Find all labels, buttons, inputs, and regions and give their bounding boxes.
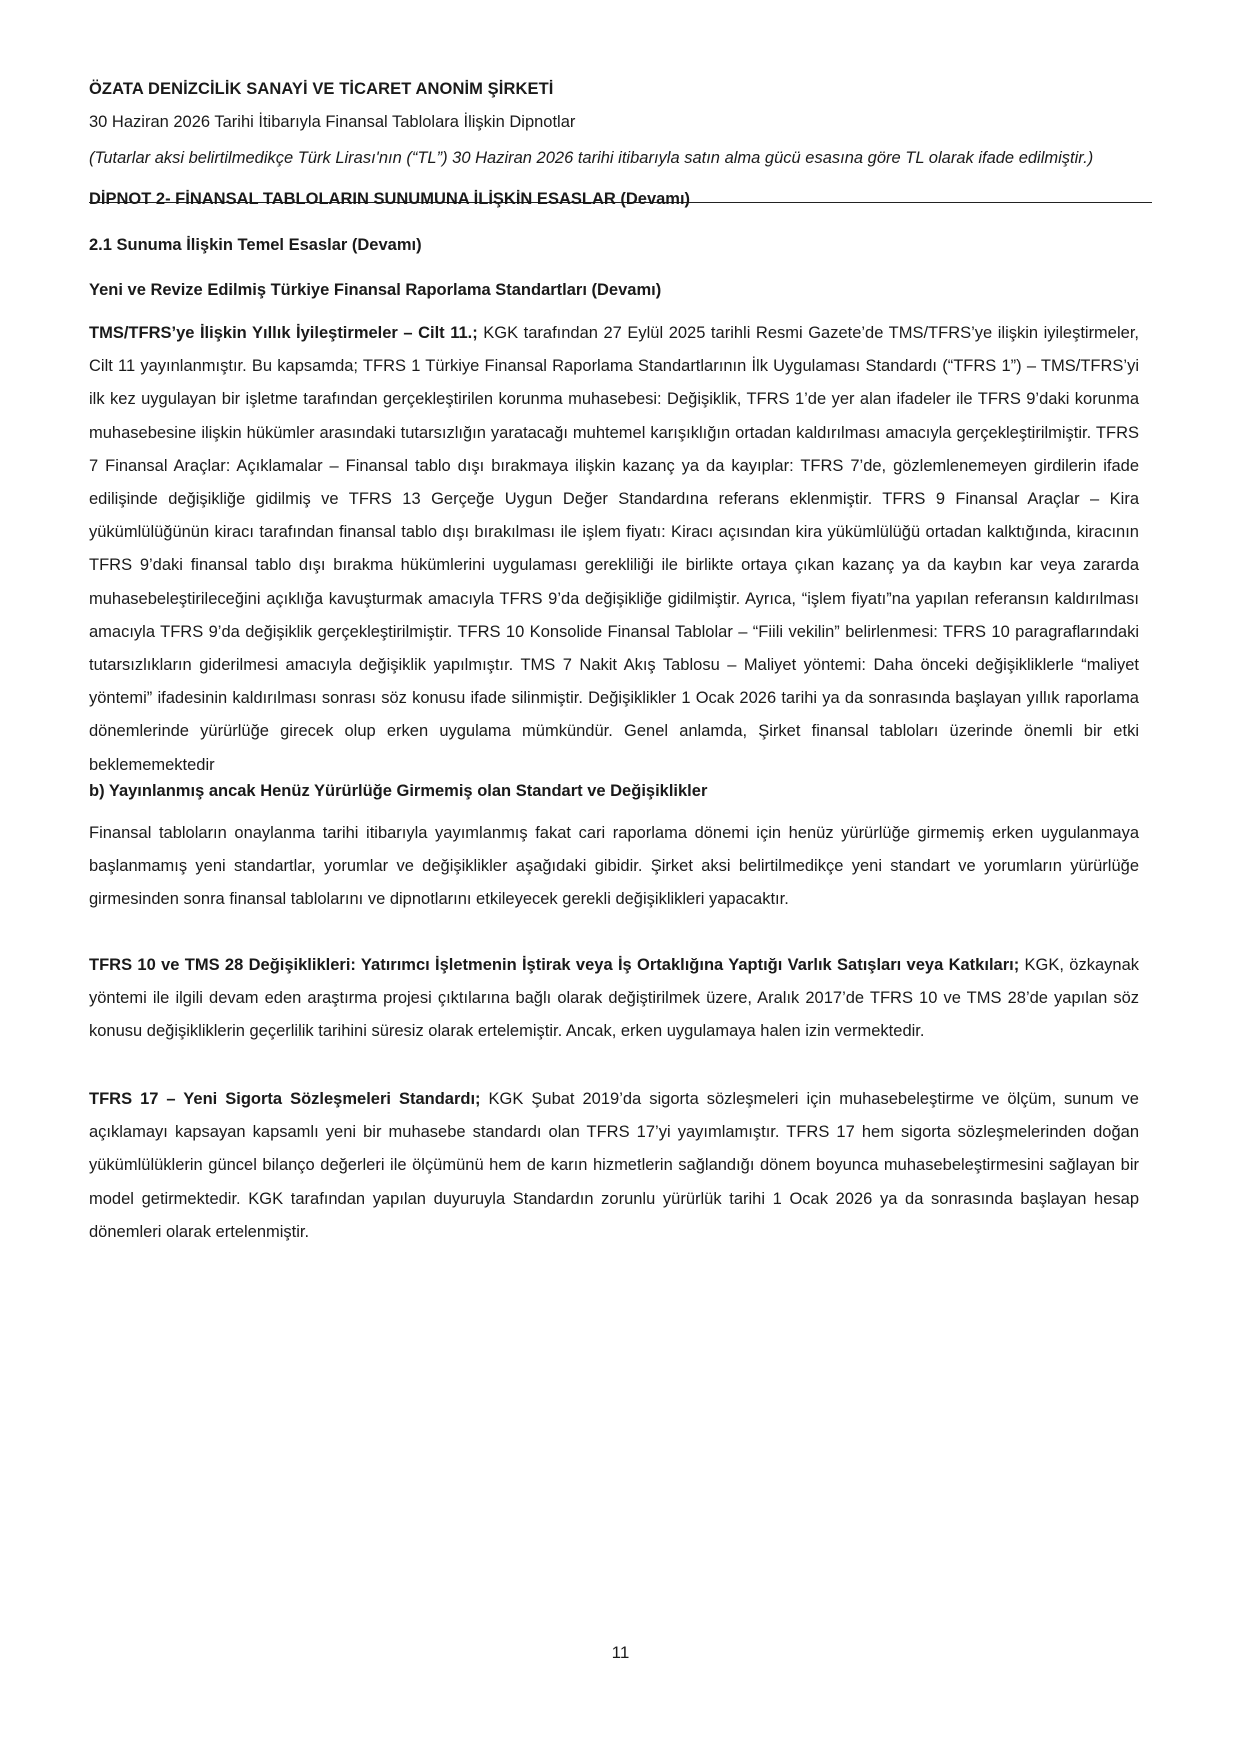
- paragraph-body: KGK tarafından 27 Eylül 2025 tarihli Resmi Gazete’de TMS/TFRS’ye ilişkin iyileştirmeler, Cilt 11 yayınlanmıştır. Bu kapsamda; TFRS 1 Türkiye Finansal Raporlama Standartlarının İlk Uygulaması Standardı (“TFRS 1”) – TMS/TFRS’yi ilk kez uygulayan bir işletme tarafından gerçekleştirilen korunma muhasebesi: Değişiklik, TFRS 1’de yer alan ifadeler ile TFRS 9’daki korunma muhasebesine ilişkin hükümler arasındaki tutarsızlığın yaratacağı muhtemel karışıklığın ortadan kaldırılması amacıyla gerçekleştirilmiştir. TFRS 7 Finansal Araçlar: Açıklamalar – Finansal tablo dışı bırakmaya ilişkin kazanç ya da kayıplar: TFRS 7’de, gözlemlenemeyen girdilerin ifade edilişinde değişikliğe gidilmiş ve TFRS 13 Gerçeğe Uygun Değer Standardına referans eklenmiştir. TFRS 9 Finansal Araçlar – Kira yükümlülüğünün kiracı tarafından finansal tablo dışı bırakılması ile işlem fiyatı: Kiracı açısından kira yükümlülüğü ortadan kalktığında, kiracının TFRS 9’daki finansal tablo dışı bırakma hükümlerini uygulaması gerekliliği ile birlikte ortaya çıkan kazanç ya da kaybın kar veya zararda muhasebeleştirileceğini açıklığa kavuşturmak amacıyla TFRS 9’da değişikliğe gidilmiştir. Ayrıca, “işlem fiyatı”na yapılan referansın kaldırılması amacıyla TFRS 9’da değişiklik gerçekleştirilmiştir. TFRS 10 Konsolide Finansal Tablolar – “Fiili vekilin” belirlenmesi: TFRS 10 paragraflarındaki tutarsızlıkların giderilmesi amacıyla değişiklik yapılmıştır. TMS 7 Nakit Akış Tablosu – Maliyet yöntemi: Daha önceki değişikliklerle “maliyet yöntemi” ifadesinin kaldırılması sonrası söz konusu ifade silinmiştir. Değişiklikler 1 Ocak 2026 tarihi ya da sonrasında başlayan yıllık raporlama dönemlerinde yürürlüğe girecek olup erken uygulama mümkündür. Genel anlamda, Şirket finansal tabloları üzerinde önemli bir etki beklememektedir: [89, 324, 1139, 774]
- paragraph-tfrs10-tms28: [89, 949, 1139, 1049]
- company-name: ÖZATA DENİZCİLİK SANAYİ VE TİCARET ANONİM ŞİRKETİ: [89, 80, 554, 98]
- subheading-standards: Yeni ve Revize Edilmiş Türkiye Finansal Raporlama Standartları (Devamı): [89, 281, 662, 299]
- report-subtitle: 30 Haziran 2026 Tarihi İtibarıyla Finansal Tablolara İlişkin Dipnotlar: [89, 113, 576, 131]
- paragraph-lead: TFRS 10 ve TMS 28 Değişiklikleri: Yatırımcı İşletmenin İştirak veya İş Ortaklığına Yaptığı Varlık Satışları veya Katkıları;: [89, 956, 1020, 974]
- paragraph-not-yet-effective: Finansal tabloların onaylanma tarihi itibarıyla yayımlanmış fakat cari raporlama dönemi için henüz yürürlüğe girmemiş erken uygulanmaya başlanmamış yeni standartlar, yorumlar ve değişiklikler aşağıdaki gibidir. Şirket aksi belirtilmedikçe yeni standart ve yorumların yürürlüğe girmesinden sonra finansal tablolarını ve dipnotlarını etkileyecek gerekli değişiklikleri yapacaktır.: [89, 824, 1139, 909]
- paragraph-body: KGK Şubat 2019’da sigorta sözleşmeleri için muhasebeleştirme ve ölçüm, sunum ve açıklamayı kapsayan kapsamlı yeni bir muhasebe standardı olan TFRS 17’yi yayımlamıştır. TFRS 17 hem sigorta sözleşmelerinden doğan yükümlülüklerin güncel bilanço değerleri ile ölçümünü hem de karın hizmetlerin sağlandığı dönem boyunca muhasebeleştirmesini sağlayan bir model getirmektedir. KGK tarafından yapılan duyuruyla Standardın zorunlu yürürlük tarihi 1 Ocak 2026 ya da sonrasında başlayan hesap dönemleri olarak ertelenmiştir.: [89, 1090, 1139, 1241]
- heading-not-yet-effective: b) Yayınlanmış ancak Henüz Yürürlüğe Girmemiş olan Standart ve Değişiklikler: [89, 782, 708, 800]
- page-number: 11: [611, 1643, 630, 1662]
- currency-note: (Tutarlar aksi belirtilmedikçe Türk Lirası'nın (“TL”) 30 Haziran 2026 tarihi itibarıyla satın alma gücü esasına göre TL olarak ifade edilmiştir.): [89, 149, 1094, 167]
- paragraph-lead: TFRS 17 – Yeni Sigorta Sözleşmeleri Standardı;: [89, 1090, 481, 1108]
- paragraph-lead: TMS/TFRS’ye İlişkin Yıllık İyileştirmeler – Cilt 11.;: [89, 324, 478, 342]
- paragraph-annual-improvements: [89, 317, 1139, 782]
- section-title: DİPNOT 2- FİNANSAL TABLOLARIN SUNUMUNA İLİŞKİN ESASLAR (Devamı): [89, 190, 691, 208]
- document-page: [89, 0, 1152, 1754]
- paragraph-tfrs17: [89, 1083, 1139, 1249]
- paragraph-body: KGK, özkaynak yöntemi ile ilgili devam eden araştırma projesi çıktılarına bağlı olarak değiştirilmek üzere, Aralık 2017’de TFRS 10 ve TMS 28’de yapılan söz konusu değişikliklerin geçerlilik tarihini süresiz olarak ertelemiştir. Ancak, erken uygulamaya halen izin vermektedir.: [89, 956, 1139, 1041]
- subsection-title: 2.1 Sunuma İlişkin Temel Esaslar (Devamı): [89, 236, 422, 254]
